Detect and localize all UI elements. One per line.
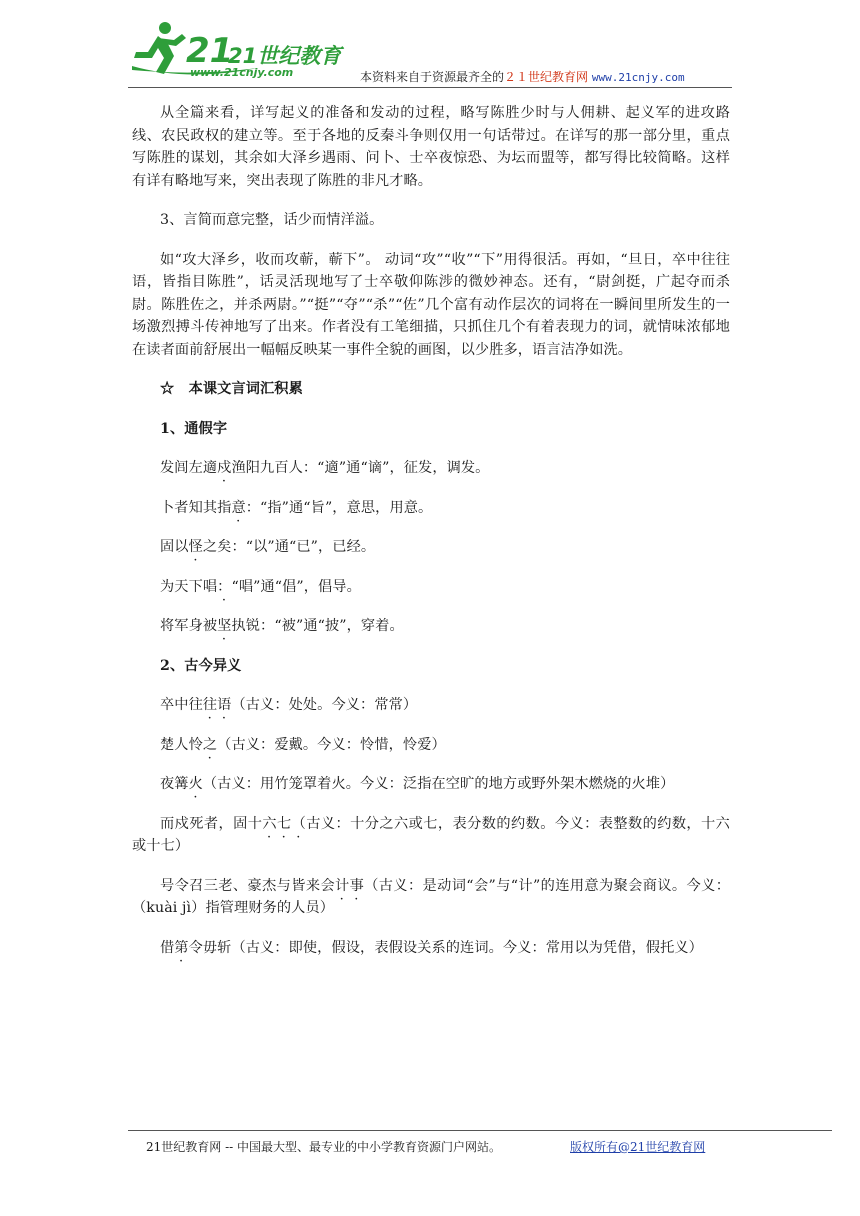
dotted-char: 被: [202, 618, 218, 634]
text-segment: （古义：十分之六或七，表分数的约数。今义：表整数的约数，十六或十七）: [132, 815, 730, 854]
dotted-char: 適: [202, 460, 218, 476]
dotted-char: 怜: [188, 736, 203, 753]
paragraph-2: 3、言简而意完整，话少而情洋溢。: [160, 212, 384, 228]
text-segment: 将军身: [160, 618, 203, 634]
text-segment: 坚执锐：“被”通“披”，穿着。: [217, 618, 404, 634]
dotted-char: 唱: [202, 578, 218, 595]
footer-divider: [128, 1130, 832, 1131]
dotted-char: 会: [320, 877, 336, 894]
dotted-char: 借: [160, 939, 175, 956]
site-logo[interactable]: [128, 18, 342, 84]
dotted-char: 往: [202, 697, 218, 713]
tongjia-item-5: [132, 615, 730, 638]
text-segment: 而戍死者，固: [160, 815, 248, 832]
tongjia-item-3: [132, 536, 730, 559]
text-segment: 夜: [160, 776, 175, 792]
text-segment: 戍渔阳九百人：“適”通“谪”，征发，调发。: [217, 460, 490, 476]
text-segment: 第令毋斩（古义：即使，假设，表假设关系的连词。今义：常用以为凭借，假托义）: [174, 939, 703, 956]
paragraph-3: 如“攻大泽乡，收而攻蕲，蕲下”。 动词“攻”“收”“下”用得很活。再如，“旦日，卒中往往语，皆指目陈胜”，话灵活现地写了士卒敬仰陈涉的微妙神态。还有，“尉剑挺，广起夺而杀尉。陈胜佐之，并杀两尉。”“挺”“夺”“杀”“佐”几个富有动作层次的词将在一瞬间里所发生的一场激烈搏斗传神地写了出来。作者没有工笔细描，只抓住几个有着表现力的词，就情味浓郁地在读者面前舒展出一幅幅反映某一事件全貌的画图，以少胜多，语言洁净如洗。: [132, 251, 730, 358]
text-segment: 楚人: [160, 736, 189, 753]
tongjia-item-2: [132, 497, 730, 520]
text-segment: 卒中: [160, 697, 189, 713]
paragraph-1: 从全篇来看，详写起义的准备和发动的过程，略写陈胜少时与人佣耕、起义军的进攻路线、农民政权的建立等。至于各地的反秦斗争则仅用一句话带过。在详写的那一部分里，重点写陈胜的谋划，其余如大泽乡遇雨、问卜、士卒夜惊恐、为坛而盟等，都写得比较简略。这样有详有略地写来，突出表现了陈胜的非凡才略。: [132, 105, 730, 189]
text-segment: 事（古义：是动词“会”与“计”的连用意为聚会商议。今义：（kuài jì）指管理财务的人员）: [132, 877, 730, 916]
text-segment: 固: [160, 539, 175, 555]
text-segment: 意：“指”通“旨”，意思，用意。: [231, 499, 433, 516]
footer-site-description: 21世纪教育网 -- 中国最大型、最专业的中小学教育资源门户网站。: [146, 1140, 502, 1154]
header-url-link[interactable]: www.21cnjy.com: [591, 71, 685, 84]
page-header: [128, 18, 732, 90]
text-segment: 火（古义：用竹笼罩着火。今义：泛指在空旷的地方或野外架木燃烧的火堆）: [188, 776, 675, 792]
dotted-char: 十: [247, 815, 263, 832]
dotted-char: 篝: [174, 776, 189, 792]
gujin-item-2: [132, 734, 730, 757]
text-segment: 卜者知其: [160, 499, 218, 516]
text-segment: 之（古义：爱戴。今义：怜惜，怜爱）: [202, 736, 446, 753]
header-divider: [128, 87, 732, 88]
dotted-char: 七: [277, 815, 292, 832]
text-segment: 怪之矣：“以”通“已”，已经。: [188, 539, 376, 555]
text-segment: 发闾左: [160, 460, 203, 476]
gujin-item-5: [132, 875, 730, 920]
tongjia-item-4: [132, 576, 730, 599]
subheading-gujin: 2、古今异义: [160, 657, 242, 674]
gujin-item-3: [132, 773, 730, 796]
gujin-item-6: [132, 937, 730, 960]
document-body: [132, 102, 730, 959]
text-segment: 语（古义：处处。今义：常常）: [217, 697, 418, 713]
header-notice-prefix: 本资料来自于资源最齐全的: [360, 70, 505, 84]
logo-url: www.21cnjy.com: [190, 66, 294, 79]
text-segment: 号令召三老、豪杰与皆来: [160, 877, 321, 894]
text-segment: ：“唱”通“倡”，倡导。: [217, 578, 361, 595]
logo-text: 21世纪教育: [228, 44, 342, 68]
dotted-char: 六: [262, 815, 277, 832]
dotted-char: 指: [217, 499, 232, 516]
header-site-link[interactable]: ２１世纪教育网: [504, 70, 589, 84]
section-title: ☆ 本课文言词汇积累: [160, 381, 303, 397]
subheading-tongjia: 1、通假字: [160, 420, 228, 437]
dotted-char: 计: [335, 877, 350, 894]
gujin-item-4: [132, 813, 730, 858]
header-notice: [360, 68, 685, 85]
tongjia-item-1: [132, 457, 730, 480]
text-segment: 为天下: [160, 578, 203, 595]
dotted-char: 往: [188, 697, 203, 713]
page-footer: [146, 1138, 706, 1155]
gujin-item-1: [132, 694, 730, 717]
dotted-char: 以: [174, 539, 189, 555]
footer-copyright-link[interactable]: 版权所有@21世纪教育网: [570, 1140, 706, 1154]
svg-text:21: 21: [186, 31, 234, 71]
